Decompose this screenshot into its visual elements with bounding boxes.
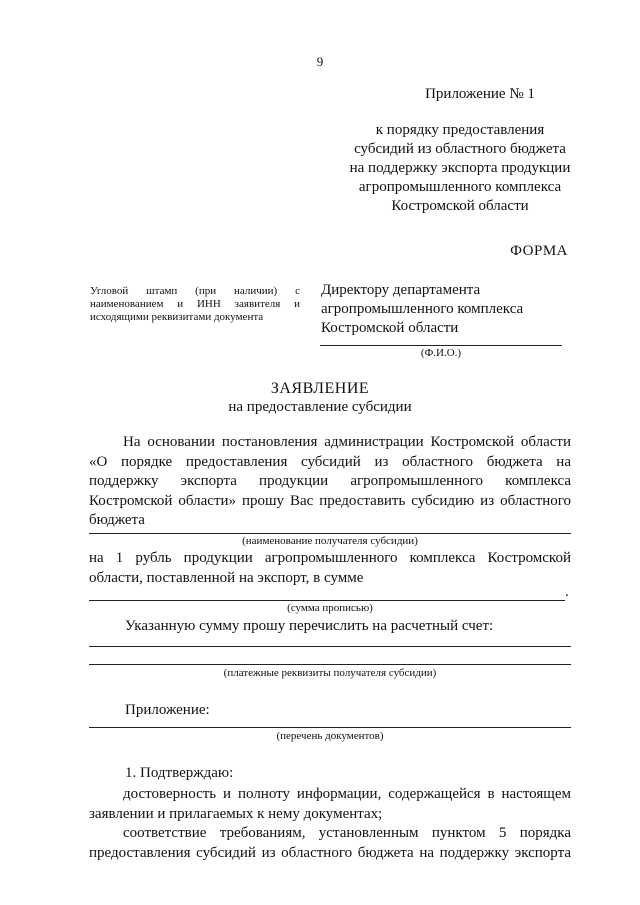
documents-line[interactable]: [89, 727, 571, 728]
addressee: [321, 281, 523, 338]
appendix-note-line: субсидий из областного бюджета: [354, 141, 566, 157]
fio-line[interactable]: [320, 345, 562, 346]
appendix-note-line: к порядку предоставления: [375, 122, 545, 138]
recipient-line[interactable]: [89, 533, 571, 534]
paragraph-confirm-accuracy: [89, 785, 571, 824]
addressee-line: Директору департамента: [321, 282, 481, 298]
payment-line-2[interactable]: [89, 664, 571, 665]
text-line: заявлении и прилагаемых к нему документах;: [89, 805, 383, 822]
appendix-note-line: агропромышленного комплекса: [358, 179, 562, 195]
documents-caption: (перечень документов): [276, 730, 384, 742]
text-line: «О порядке предоставления субсидий из областного бюджета на: [89, 453, 571, 470]
payment-line-1[interactable]: [89, 646, 571, 647]
amount-caption: (сумма прописью): [287, 602, 373, 614]
page-number: 9: [316, 54, 324, 69]
confirm-label: 1. Подтверждаю:: [125, 765, 234, 781]
addressee-line: Костромской области: [321, 320, 459, 336]
appendix-note-line: на поддержку экспорта продукции: [349, 160, 571, 176]
text-line: соответствие требованиям, установленным пунктом 5 порядка: [123, 825, 571, 841]
text-line: на 1 рубль продукции агропромышленного комплекса Костромской: [89, 550, 571, 566]
appendix-note: [330, 121, 590, 216]
attachment-label: Приложение:: [125, 702, 210, 718]
recipient-caption: (наименование получателя субсидии): [242, 535, 418, 547]
stamp-line: исходящими реквизитами документа: [90, 311, 264, 323]
paragraph-basis: [89, 433, 571, 531]
paragraph-amount: [89, 549, 571, 588]
text-line: области, поставленной на экспорт, в сумме: [89, 569, 364, 586]
transfer-text: Указанную сумму прошу перечислить на расчетный счет:: [125, 618, 494, 634]
text-line: предоставления субсидий из областного бюджета на поддержку экспорта: [89, 844, 571, 861]
form-label: ФОРМА: [510, 243, 568, 259]
text-line: поддержку экспорта продукции агропромышленного комплекса: [89, 473, 571, 489]
amount-end: .: [565, 584, 569, 600]
text-line: бюджета: [89, 512, 145, 528]
payment-caption: (платежные реквизиты получателя субсидии): [223, 667, 437, 679]
amount-line[interactable]: [89, 600, 565, 601]
stamp-line: Угловой штамп (при наличии) с: [90, 285, 300, 297]
addressee-line: агропромышленного комплекса: [321, 301, 524, 317]
text-line: На основании постановления администрации Костромской области: [123, 434, 571, 450]
document-subtitle: на предоставление субсидии: [228, 399, 412, 415]
document-title: ЗАЯВЛЕНИЕ: [270, 380, 370, 397]
corner-stamp-note: [90, 285, 300, 324]
stamp-line: наименованием и ИНН заявителя и: [90, 298, 300, 310]
paragraph-confirm-requirements: [89, 824, 571, 863]
appendix-note-line: Костромской области: [391, 198, 529, 214]
text-line: Костромской области» прошу Вас предоставить субсидию из областного: [89, 492, 571, 509]
fio-caption: (Ф.И.О.): [420, 347, 462, 359]
text-line: достоверность и полноту информации, содержащейся в настоящем: [123, 786, 571, 802]
appendix-title: Приложение № 1: [425, 86, 535, 102]
